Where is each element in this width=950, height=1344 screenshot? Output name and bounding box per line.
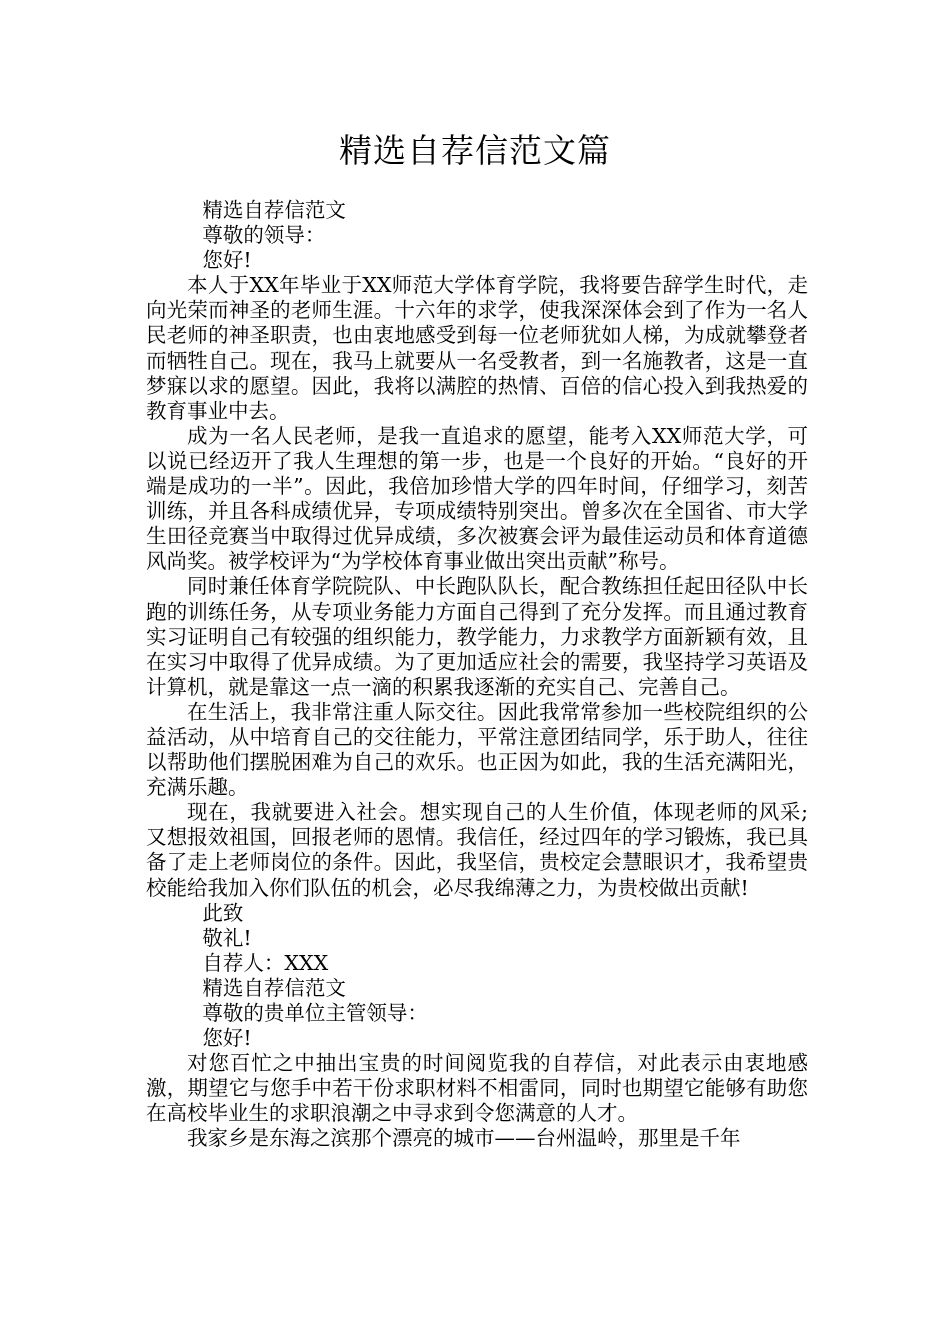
greeting: 您好! <box>202 1026 252 1051</box>
closing-regards: 敬礼! <box>202 925 252 950</box>
body-paragraph: 成为一名人民老师，是我一直追求的愿望，能考入XX师范大学，可以说已经迈开了我人生理想的第一步，也是一个良好的开始。“良好的开端是成功的一半”。因此，我倍加珍惜大学的四年时间，仔细学习，刻苦训练，并且各科成绩优异，专项成绩特别突出。曾多次在全国省、市大学生田径竞赛当中取得过优异成绩，多次被赛会评为最佳运动员和体育道德风尚奖。被学校评为“为学校体育事业做出突出贡献”称号。 <box>146 423 808 574</box>
body-paragraph: 在生活上，我非常注重人际交往。因此我常常参加一些校院组织的公益活动，从中培育自己的交往能力，平常注意团结同学，乐于助人，往往以帮助他们摆脱困难为自己的欢乐。也正因为如此，我的生活充满阳光，充满乐趣。 <box>146 699 808 800</box>
document-body <box>146 198 808 1152</box>
body-paragraph: 本人于XX年毕业于XX师范大学体育学院，我将要告辞学生时代，走向光荣而神圣的老师生涯。十六年的求学，使我深深体会到了作为一名人民老师的神圣职责，也由衷地感受到每一位老师犹如人梯，为成就攀登者而牺牲自己。现在，我马上就要从一名受教者，到一名施教者，这是一直梦寐以求的愿望。因此，我将以满腔的热情、百倍的信心投入到我热爱的教育事业中去。 <box>146 273 808 423</box>
body-paragraph: 对您百忙之中抽出宝贵的时间阅览我的自荐信，对此表示由衷地感激，期望它与您手中若干份求职材料不相雷同，同时也期望它能够有助您在高校毕业生的求职浪潮之中寻求到令您满意的人才。 <box>146 1051 808 1126</box>
letter-heading: 精选自荐信范文 <box>202 198 346 222</box>
closing-line: 此致 <box>202 900 244 925</box>
greeting: 您好! <box>202 248 252 273</box>
salutation: 尊敬的领导： <box>202 223 326 248</box>
body-paragraph: 同时兼任体育学院院队、中长跑队队长，配合教练担任起田径队中长跑的训练任务，从专项业务能力方面自己得到了充分发挥。而且通过教育实习证明自己有较强的组织能力，教学能力，力求教学方面新颖有效，且在实习中取得了优异成绩。为了更加适应社会的需要，我坚持学习英语及计算机，就是靠这一点一滴的积累我逐渐的充实自己、完善自己。 <box>146 574 808 699</box>
body-paragraph: 现在，我就要进入社会。想实现自己的人生价值，体现老师的风采;又想报效祖国，回报老师的恩情。我信任，经过四年的学习锻炼，我已具备了走上老师岗位的条件。因此，我坚信，贵校定会慧眼识才，我希望贵校能给我加入你们队伍的机会，必尽我绵薄之力，为贵校做出贡献! <box>146 800 808 900</box>
signature-line: 自荐人：XXX <box>202 950 329 975</box>
document-title: 精选自荐信范文篇 <box>339 131 611 170</box>
salutation: 尊敬的贵单位主管领导： <box>202 1001 428 1025</box>
body-paragraph: 我家乡是东海之滨那个漂亮的城市——台州温岭，那里是千年 <box>187 1126 741 1151</box>
letter-heading: 精选自荐信范文 <box>202 975 346 1000</box>
